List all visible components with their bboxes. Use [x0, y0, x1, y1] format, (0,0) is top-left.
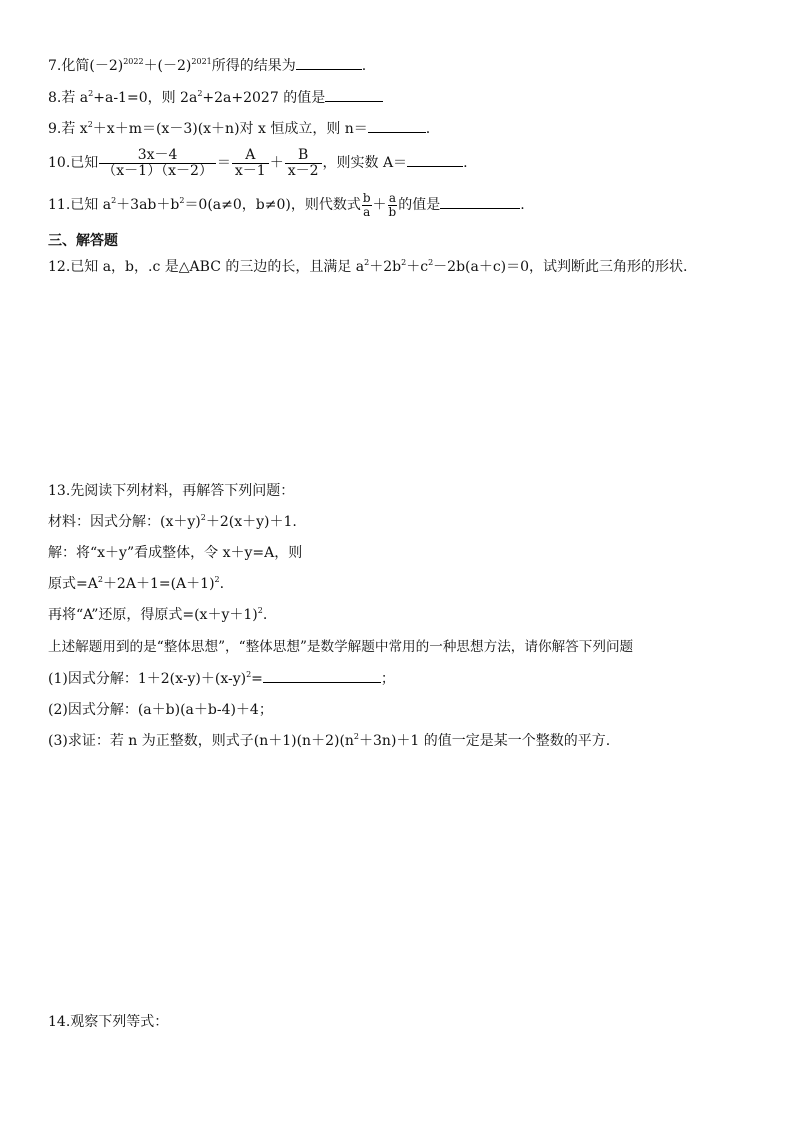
fraction: $\frac{b}{a}$ — [362, 190, 371, 219]
question-13-part-1: (1)因式分解：$1+2(x-y)+(x-y)^2=$ ； — [48, 670, 395, 687]
answer-blank[interactable] — [296, 55, 362, 70]
question-8: 8.若 $a^2+a-1=0$，则 $2a^2+2a+2027$ 的值是 — [48, 87, 383, 108]
question-13-part-2: (2)因式分解：(a＋b)(a＋b-4)＋4； — [48, 702, 273, 718]
question-13-material: 材料：因式分解：$(x+y)^2+2(x+y)+1$. — [48, 513, 297, 530]
question-14: 14.观察下列等式： — [48, 1014, 169, 1030]
question-10: 10.已知 $\frac{3x-4}{(x-1)(x-2)}$ ＝ $\frac{A}{x-1}$ ＋ $\frac{B}{x-2}$ ，则实数 A＝ . — [48, 146, 468, 179]
answer-blank[interactable] — [407, 152, 463, 167]
question-13-title: 13.先阅读下列材料，再解答下列问题： — [48, 483, 295, 499]
answer-blank[interactable] — [368, 118, 426, 133]
fraction: $\frac{A}{x-1}$ — [232, 148, 269, 179]
question-13-restore: 再将“A”还原，得原式$=(x+y+1)^2$. — [48, 606, 268, 623]
fraction: $\frac{B}{x-2}$ — [285, 148, 322, 179]
question-9: 9.若 $x^2+x+m=(x-3)(x+n)$对 x 恒成立，则 n＝ . — [48, 120, 431, 137]
answer-blank[interactable] — [440, 194, 520, 209]
question-13-original: 原式$=A^2+2A+1=(A+1)^2$. — [48, 575, 225, 592]
fraction: $\frac{3x-4}{(x-1)(x-2)}$ — [99, 148, 216, 179]
question-13-solution: 解：将“x＋y”看成整体，令 x＋y=A，则 — [48, 545, 303, 561]
question-11: 11.已知 $a^2+3ab+b^2=0(a\ne 0$，b≠0)，则代数式 $\frac{b}{a}$ ＋ $\frac{a}{b}$ 的值是 . — [48, 190, 525, 219]
answer-blank[interactable] — [325, 87, 383, 102]
fraction: $\frac{a}{b}$ — [388, 190, 397, 219]
question-13-part-3: (3)求证：若 n 为正整数，则式子$(n+1)(n+2)(n^2+3n)+1$ 的值一定是某一个整数的平方. — [48, 732, 611, 749]
question-12: 12.已知 a，b，.c 是△ABC 的三边的长，且满足 $a^2+2b^2+c^2-2b(a+c)=0$，试判断此三角形的形状. — [48, 258, 688, 275]
question-13-note: 上述解题用到的是“整体思想”，“整体思想”是数学解题中常用的一种思想方法，请你解答下列问题 — [48, 639, 634, 655]
question-7: 7.化简$(-2)^{2022}+(-2)^{2021}$所得的结果为 . — [48, 57, 367, 74]
answer-blank[interactable] — [263, 668, 381, 683]
section-title: 三、解答题 — [48, 233, 118, 249]
